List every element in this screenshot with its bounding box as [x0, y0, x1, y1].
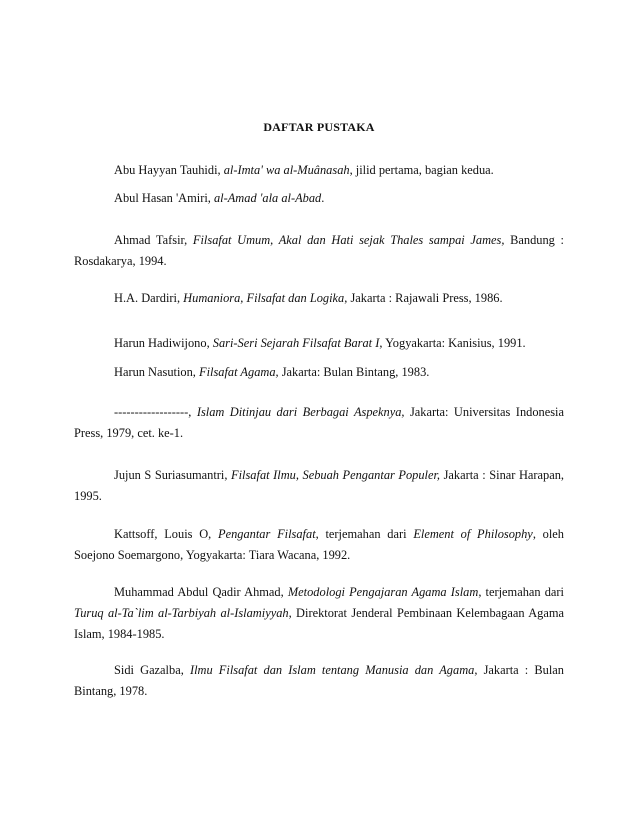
reference-entry: Harun Hadiwijono, Sari-Seri Sejarah Filsafat Barat I, Yogyakarta: Kanisius, 1991.	[114, 336, 526, 350]
reference-entry: Kattsoff, Louis O, Pengantar Filsafat, terjemahan dari Element of Philosophy, oleh Soejono Soemargono, Yogyakarta: Tiara Wacana, 1992.	[74, 527, 564, 562]
reference-entry: Harun Nasution, Filsafat Agama, Jakarta: Bulan Bintang, 1983.	[114, 365, 430, 379]
reference-entry: Abu Hayyan Tauhidi, al-Imta' wa al-Muânasah, jilid pertama, bagian kedua.	[114, 163, 494, 177]
page-title: DAFTAR PUSTAKA	[263, 120, 375, 134]
reference-entry: Abul Hasan 'Amiri, al-Amad 'ala al-Abad.	[114, 191, 325, 205]
reference-entry: ------------------, Islam Ditinjau dari Berbagai Aspeknya, Jakarta: Universitas Indonesia Press, 1979, cet. ke-1.	[74, 405, 564, 440]
reference-entry: Muhammad Abdul Qadir Ahmad, Metodologi Pengajaran Agama Islam, terjemahan dari Turuq al-Ta`lim al-Tarbiyah al-Islamiyyah, Direktorat Jenderal Pembinaan Kelembagaan Agama Islam, 1984-1985.	[74, 585, 564, 641]
reference-entry: Jujun S Suriasumantri, Filsafat Ilmu, Sebuah Pengantar Populer, Jakarta : Sinar Harapan, 1995.	[74, 468, 565, 503]
reference-entry: Sidi Gazalba, Ilmu Filsafat dan Islam tentang Manusia dan Agama, Jakarta : Bulan Bintang, 1978.	[74, 663, 564, 698]
reference-entry: H.A. Dardiri, Humaniora, Filsafat dan Logika, Jakarta : Rajawali Press, 1986.	[114, 291, 503, 305]
reference-entry: Ahmad Tafsir, Filsafat Umum, Akal dan Hati sejak Thales sampai James, Bandung : Rosdakarya, 1994.	[74, 233, 564, 268]
